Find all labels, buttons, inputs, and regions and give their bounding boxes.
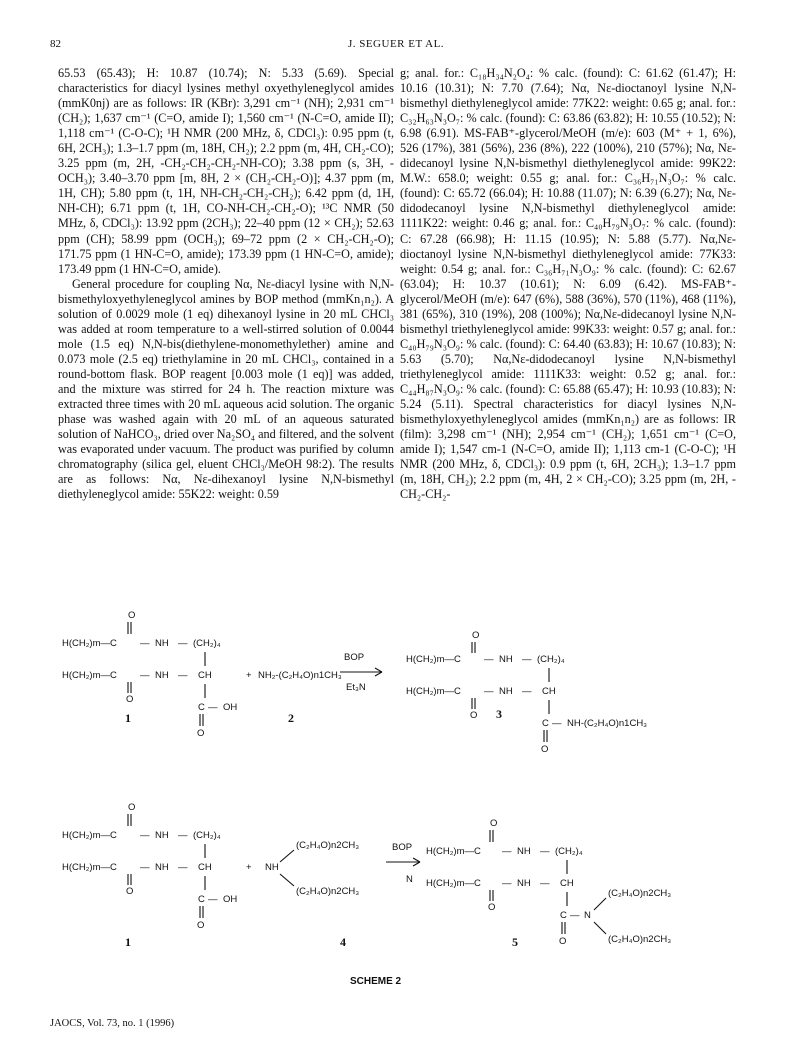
amide-nh: NH	[499, 686, 513, 697]
bond-dash: —	[178, 638, 188, 649]
alpha-ch: CH	[560, 878, 574, 889]
compound-number: 3	[496, 707, 502, 721]
bond-dash: —	[484, 686, 494, 697]
bond-dash: —	[502, 878, 512, 889]
plus-sign: +	[246, 862, 252, 873]
single-bond	[280, 874, 294, 886]
acyl-chain: H(CH₂)m—C	[406, 654, 461, 665]
bond-dash: —	[540, 878, 550, 889]
paragraph: 65.53 (65.43); H: 10.87 (10.74); N: 5.33 (5.69). Special characteristics for diacyl lysines methyl oxyethyleneglycol amides (mmK0nj) are as follows: IR (KBr): 3,291 cm⁻¹ (NH); 2,931 cm⁻¹ (CH₂); 1,637 cm⁻¹ (C=O, amide I); 1,560 cm⁻¹ (N-C=O, amide II); 1,118 cm⁻¹ (C-O-C); ¹H NMR (200 MHz, δ, CDCl₃): 0.95 ppm (t, 6H, 2CH₃); 1.3–1.7 ppm (m, 18H, CH₂); 2.2 ppm (m, 4H, CH₂-CO); 3.25 ppm (m, 2H, -CH₂-CH₂-CH₂-NH-CO); 3.38 ppm (s, 3H, -OCH₃); 3.40–3.70 ppm [m, 8H, 2 × (CH₂-CH₂-O)]; 4.37 ppm (m, 1H, CH); 5.80 ppm (t, 1H, NH-CH₂-CH₂-CH₂); 6.42 ppm (d, 1H, NH-CH); 6.71 ppm (t, 1H, CO-NH-CH₂-CH₂-O); ¹³C NMR (50 MHz, δ, CDCl₃): 13.92 ppm (2CH₃); 22–40 ppm (12 × CH₂); 52.63 ppm (CH); 58.99 ppm (OCH₃); 69–72 ppm (2 × CH₂-CH₂-O); 171.75 ppm (1 HN-C=O, amide); 173.39 ppm (1 HN-C=O, amide); 173.49 ppm (1 HN-C=O, amide).	[58, 66, 394, 276]
secondary-amine-nh: NH	[265, 862, 279, 873]
acyl-chain: H(CH₂)m—C	[62, 830, 117, 841]
tertiary-amide-n: N	[584, 910, 591, 921]
compound-number: 5	[512, 935, 518, 949]
reaction-arrow	[375, 668, 382, 672]
paragraph: General procedure for coupling Nα, Nε-diacyl lysine with N,N-bismethyloxyethyleneglycol amines by BOP method (mmKn₁n₂). A solution of 0.0029 mole (1 eq) dihexanoyl lysine in 20 mL CHCl₃ was added at room temperature to a well-stirred solution of 0.0044 mole (1.5 eq) N,N-bis(diethylene-monomethylether) amine and 0.073 mole (2.5 eq) triethylamine in 20 mL CHCl₃, contained in a round-bottom flask. BOP reagent [0.003 mole (1 eq)] was added, and the mixture was stirred for 24 h. The reaction mixture was extracted three times with 20 mL aqueous acid solution. The organic phase was washed again with 20 mL of an aqueous saturated solution of NaHCO₃, dried over Na₂SO₄ and filtered, and the solvent was evaporated under vacuum. The product was purified by column chromatography (silica gel, eluent CHCl₃/MeOH 98:2). The results are as follows: Nα, Nε-dihexanoyl lysine N,N-bismethyl diethyleneglycol amide: 55K22: weight: 0.59	[58, 276, 394, 502]
bond-dash: —	[552, 718, 562, 729]
carbonyl-oxygen: O	[490, 818, 498, 829]
single-bond	[594, 898, 606, 910]
bond-dash: —	[540, 846, 550, 857]
acyl-chain: H(CH₂)m—C	[406, 686, 461, 697]
left-column	[58, 66, 394, 502]
methylene-chain: (CH₂)₄	[193, 638, 221, 649]
right-column	[400, 66, 736, 502]
bond-dash: —	[484, 654, 494, 665]
reaction-arrow	[375, 672, 382, 676]
bond-dash: —	[522, 654, 532, 665]
carbonyl-oxygen: O	[197, 920, 205, 931]
acyl-chain: H(CH₂)m—C	[426, 846, 481, 857]
bond-dash: —	[178, 670, 188, 681]
carbonyl-oxygen: O	[126, 694, 134, 705]
journal-footer: JAOCS, Vol. 73, no. 1 (1996)	[50, 1018, 175, 1029]
reaction-arrow	[413, 862, 420, 866]
bond-dash: —	[178, 862, 188, 873]
acyl-chain: H(CH₂)m—C	[62, 862, 117, 873]
compound-number: 1	[125, 935, 131, 949]
amide-nh: NH	[155, 670, 169, 681]
peg-amide-tail: NH-(C₂H₄O)n1CH₃	[567, 718, 648, 729]
carbonyl-oxygen: O	[128, 610, 136, 621]
carboxyl-carbon: C	[198, 702, 205, 713]
peg-amine: NH₂-(C₂H₄O)n1CH₃	[258, 670, 342, 681]
acyl-chain: H(CH₂)m—C	[426, 878, 481, 889]
amide-nh: NH	[155, 830, 169, 841]
carbonyl-oxygen: O	[559, 936, 567, 947]
methylene-chain: (CH₂)₄	[193, 830, 221, 841]
acyl-chain: H(CH₂)m—C	[62, 670, 117, 681]
reaction-scheme	[50, 600, 742, 1000]
bond-dash: —	[140, 830, 150, 841]
single-bond	[594, 922, 606, 934]
bond-dash: —	[178, 830, 188, 841]
reaction-arrow	[413, 858, 420, 862]
plus-sign: +	[246, 670, 252, 681]
reagent-bop: BOP	[392, 842, 413, 853]
bond-dash: —	[140, 862, 150, 873]
peg-chain: (C₂H₄O)n2CH₃	[608, 934, 672, 945]
carbonyl-oxygen: O	[470, 710, 478, 721]
running-head: J. SEGUER ET AL.	[347, 38, 445, 50]
peg-chain: (C₂H₄O)n2CH₃	[608, 888, 672, 899]
paragraph: g; anal. for.: C₁₈H₃₄N₂O₄: % calc. (found): C: 61.62 (61.47); H: 10.16 (10.31); N: 7.70 (7.64); Nα, Nε-dioctanoyl lysine N,N-bismethyl diethyleneglycol amide: 77K22: weight: 0.65 g; anal. for.: C₃₂H₆₃N₃O₇: % calc. (found): C: 63.86 (63.82); H: 10.55 (10.52); N: 6.98 (6.91). MS-FAB⁺-glycerol/MeOH (m/e): 603 (M⁺ + 1, 6%), 526 (17%), 381 (56%), 236 (8%), 222 (100%), 210 (57%); Nα, Nε-didecanoyl lysine N,N-bismethyl diethyleneglycol amide: 99K22: M.W.: 658.0; weight: 0.55 g; anal. for.: C₃₆H₇₁N₃O₇: % calc. (found): C: 65.72 (66.04); H: 10.88 (11.07); N: 6.39 (6.27); Nα, Nε-didodecanoyl lysine N,N-bismethyl diethyleneglycol amide: 1111K22: weight: 0.46 g; anal. for.: C₄₀H₇₉N₃O₇: % calc. (found): C: 67.28 (66.98); H: 11.15 (10.95); N: 5.88 (5.77). Nα,Nε-dioctanoyl lysine N,N-bismethyl diethyleneglycol amide: 77K33: weight: 0.54 g; anal. for.: C₃₆H₇₁N₃O₉: % calc. (found): C: 62.67 (63.04); H: 10.37 (10.61); N: 6.09 (6.42). MS-FAB⁺-glycerol/MeOH (m/e): 647 (6%), 588 (36%), 570 (11%), 468 (11%), 381 (65%), 310 (19%), 208 (100%); Nα,Nε-didecanoyl lysine N,N-bismethyl triethyleneglycol amide: 99K33: weight: 0.57 g; anal. for.: C₄₀H₇₉N₃O₉: % calc. (found): C: 64.40 (63.83); H: 10.67 (10.83); N: 5.63 (5.70); Nα,Nε-didodecanoyl lysine N,N-bismethyl triethyleneglycol amide: 1111K33: weight: 0.52 g; anal. for.: C₄₄H₈₇N₃O₉: % calc. (found): C: 65.88 (65.47); H: 10.93 (10.83); N: 5.24 (5.11). Spectral characteristics for diacyl lysines N,N-bismethyloxyethyleneglycol amides (mmKn₁n₂) are as follows: IR (film): 3,298 cm⁻¹ (NH); 2,954 cm⁻¹ (CH₂); 1,651 cm⁻¹ (C=O, amide I); 1,547 cm-1 (N-C=O, amide II); 1,113 cm-1 (C-O-C); ¹H NMR (200 MHz, δ, CDCl₃): 0.9 ppm (t, 6H, 2CH₃); 1.3–1.7 ppm (m, 18H, CH₂); 2.2 ppm (m, 4H, 2 × CH₂-CO); 3.25 ppm (m, 2H, -CH₂-CH₂-	[400, 66, 736, 502]
reagent-et3n: Et₃N	[346, 682, 366, 693]
reagent-bop: BOP	[344, 652, 365, 663]
amide-nh: NH	[155, 638, 169, 649]
carbonyl-oxygen: O	[197, 728, 205, 739]
hydroxyl: OH	[223, 894, 238, 905]
single-bond	[280, 850, 294, 862]
bond-dash: —	[522, 686, 532, 697]
scheme-caption: SCHEME 2	[350, 976, 402, 987]
amide-carbon: C	[560, 910, 567, 921]
page-number: 82	[50, 38, 61, 50]
compound-number: 1	[125, 711, 131, 725]
methylene-chain: (CH₂)₄	[537, 654, 565, 665]
compound-number: 2	[288, 711, 294, 725]
compound-number: 4	[340, 935, 346, 949]
bond-dash: —	[502, 846, 512, 857]
reagent-n: N	[406, 874, 413, 885]
bond-dash: —	[208, 702, 218, 713]
alpha-ch: CH	[542, 686, 556, 697]
peg-chain: (C₂H₄O)n2CH₃	[296, 840, 360, 851]
hydroxyl: OH	[223, 702, 238, 713]
amide-nh: NH	[517, 846, 531, 857]
bond-dash: —	[570, 910, 580, 921]
bond-dash: —	[140, 638, 150, 649]
carbonyl-oxygen: O	[128, 802, 136, 813]
alpha-ch: CH	[198, 670, 212, 681]
amide-nh: NH	[517, 878, 531, 889]
alpha-ch: CH	[198, 862, 212, 873]
peg-chain: (C₂H₄O)n2CH₃	[296, 886, 360, 897]
bond-dash: —	[208, 894, 218, 905]
methylene-chain: (CH₂)₄	[555, 846, 583, 857]
carbonyl-oxygen: O	[488, 902, 496, 913]
amide-nh: NH	[499, 654, 513, 665]
amide-nh: NH	[155, 862, 169, 873]
acyl-chain: H(CH₂)m—C	[62, 638, 117, 649]
carbonyl-oxygen: O	[541, 744, 549, 755]
carboxyl-carbon: C	[198, 894, 205, 905]
carbonyl-oxygen: O	[126, 886, 134, 897]
amide-carbon: C	[542, 718, 549, 729]
carbonyl-oxygen: O	[472, 630, 480, 641]
bond-dash: —	[140, 670, 150, 681]
